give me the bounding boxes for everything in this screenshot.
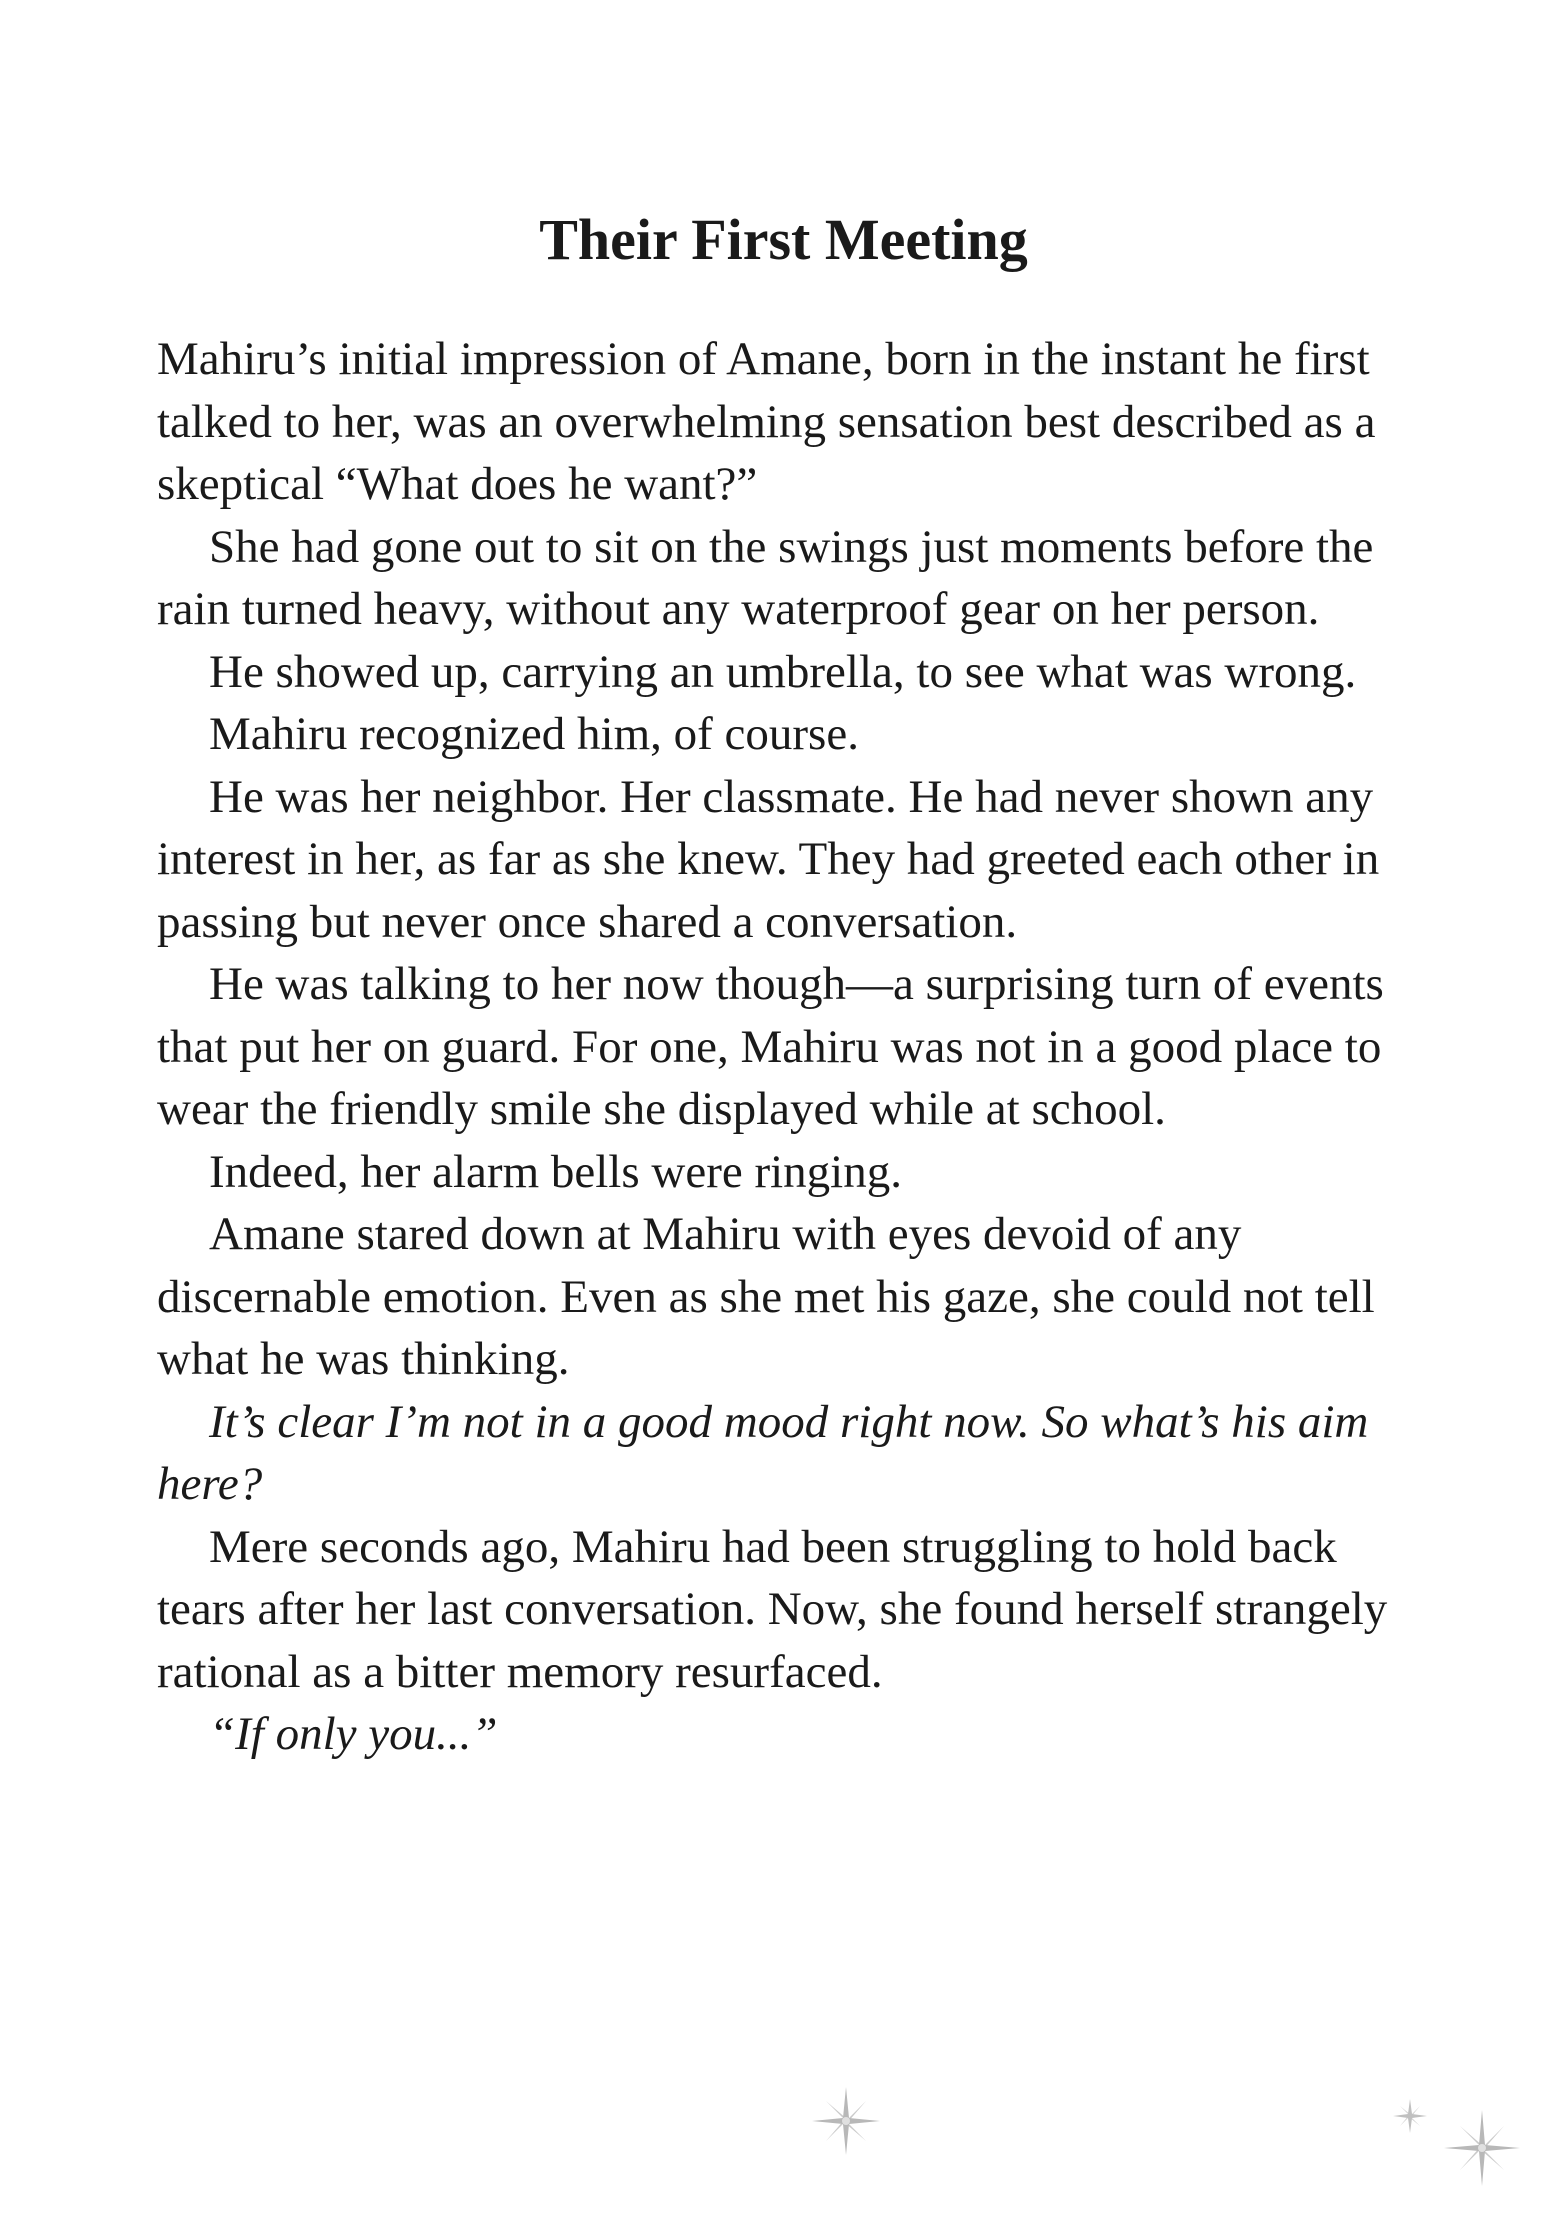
paragraph: Indeed, her alarm bells were ringing.	[209, 1145, 902, 1198]
sparkle-icon	[810, 2085, 882, 2157]
paragraph: She had gone out to sit on the swings just moments before the rain turned heavy, without any waterproof gear on her person.	[157, 520, 1374, 635]
sparkle-icon	[1392, 2098, 1428, 2134]
paragraph: He showed up, carrying an umbrella, to see what was wrong.	[209, 645, 1357, 698]
paragraph: Mere seconds ago, Mahiru had been struggling to hold back tears after her last conversation. Now, she found herself strangely rational as a bitter memory resurfaced.	[157, 1520, 1388, 1698]
paragraph: He was talking to her now though—a surprising turn of events that put her on guard. For one, Mahiru was not in a good place to wear the friendly smile she displayed while at school.	[157, 958, 1384, 1135]
chapter-title: Their First Meeting	[539, 207, 1028, 272]
italic-thought-paragraph: It’s clear I’m not in a good mood right now. So what’s his aim here?	[157, 1395, 1369, 1510]
sparkle-icon	[1442, 2108, 1522, 2188]
chapter-body	[157, 328, 1417, 1766]
paragraph: Mahiru’s initial impression of Amane, born in the instant he first talked to her, was an overwhelming sensation best described as a skeptical “What does he want?”	[157, 333, 1376, 510]
paragraph: Mahiru recognized him, of course.	[209, 708, 859, 760]
paragraph: He was her neighbor. Her classmate. He had never shown any interest in her, as far as she knew. They had greeted each other in passing but never once shared a conversation.	[157, 770, 1380, 948]
paragraph: Amane stared down at Mahiru with eyes devoid of any discernable emotion. Even as she met his gaze, she could not tell what he was thinking.	[157, 1208, 1375, 1385]
italic-quote-paragraph: “If only you...”	[209, 1708, 498, 1760]
